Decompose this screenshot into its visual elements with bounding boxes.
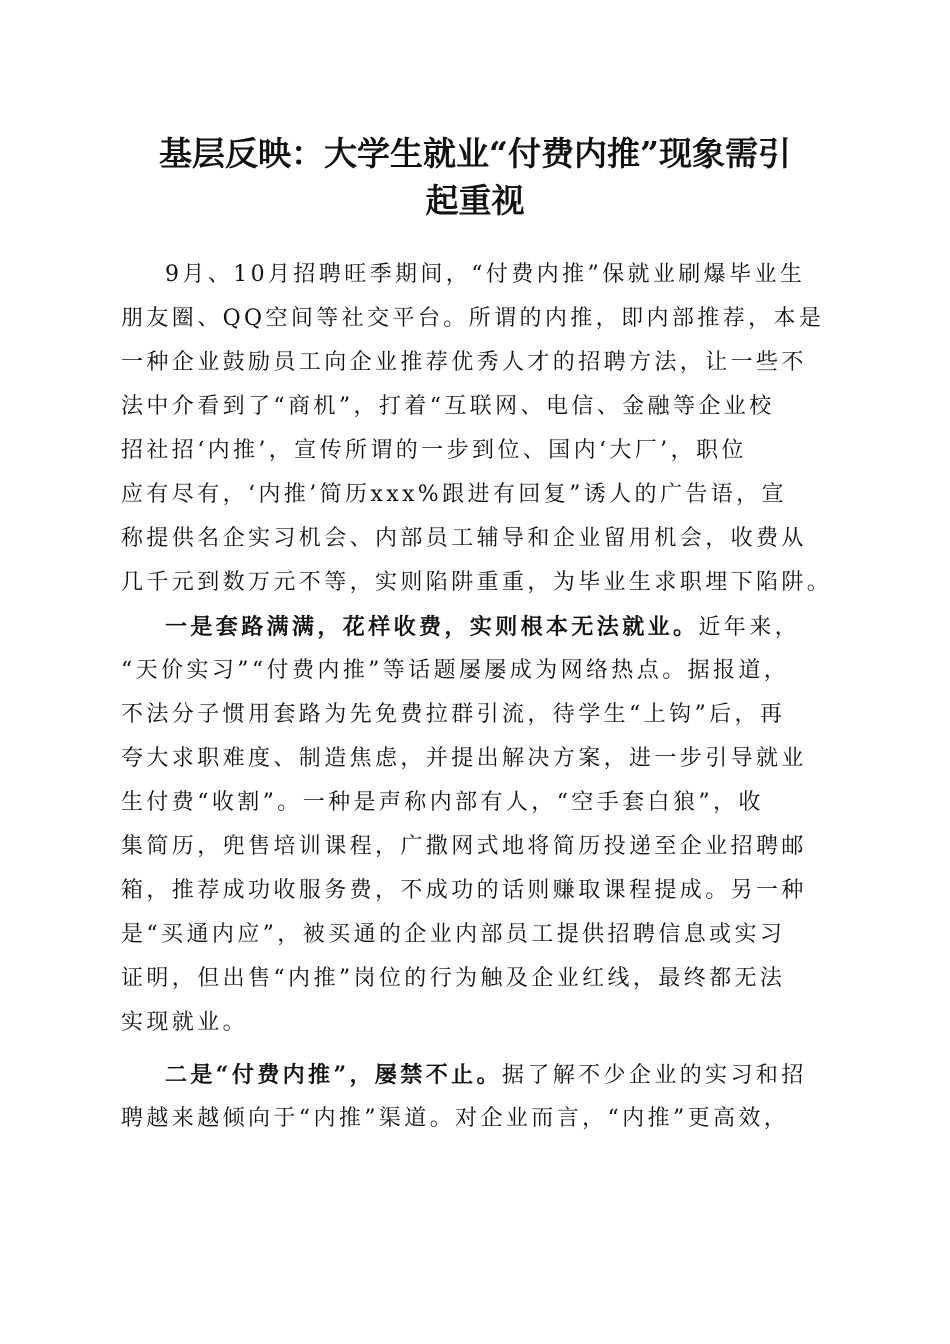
document-title — [110, 130, 840, 224]
paragraph-2 — [121, 605, 841, 1045]
paragraph-gap — [121, 1045, 841, 1053]
text-run: 据了解不少企业的实习和招 — [501, 1063, 807, 1088]
text-line: 箱，推荐成功收服务费，不成功的话则赚取课程提成。另一种 — [121, 878, 807, 903]
text-line: “天价实习”“付费内推”等话题屡屡成为网络热点。据报道， — [121, 658, 790, 683]
text-run: 近年来， — [698, 615, 801, 640]
paragraph-1 — [121, 253, 841, 605]
title-line: 基层反映：大学生就业“付费内推”现象需引 — [159, 134, 791, 173]
text-line: 招社招‘内推’，宣传所谓的一步到位、国内‘大厂’，职位 — [121, 438, 747, 463]
text-line: 几千元到数万元不等，实则陷阱重重，为毕业生求职埋下陷阱。 — [121, 570, 833, 595]
text-line: 法中介看到了“商机”，打着“互联网、电信、金融等企业校 — [121, 394, 775, 419]
text-line: 称提供名企实习机会、内部员工辅导和企业留用机会，收费从 — [121, 526, 807, 551]
text-line: 9月、10月招聘旺季期间，“付费内推”保就业刷爆毕业生 — [165, 262, 806, 287]
text-line: 不法分子惯用套路为先免费拉群引流，待学生“上钩”后，再 — [121, 702, 786, 727]
document-body — [121, 253, 841, 1141]
text-line: 生付费“收割”。一种是声称内部有人，“空手套白狼”，收 — [121, 790, 764, 815]
text-line: 证明，但出售“内推”岗位的行为触及企业红线，最终都无法 — [121, 966, 786, 991]
text-line — [121, 605, 841, 649]
paragraph-heading: 二是“付费内推”，屡禁不止。 — [165, 1062, 502, 1088]
title-line: 起重视 — [425, 181, 525, 220]
text-line: 一种企业鼓励员工向企业推荐优秀人才的招聘方法，让一些不 — [121, 350, 807, 375]
text-line: 应有尽有，‘内推’简历xxx%跟进有回复”诱人的广告语，宣 — [121, 482, 787, 507]
paragraph-3 — [121, 1053, 841, 1141]
text-line: 夸大求职难度、制造焦虑，并提出解决方案，进一步引导就业 — [121, 746, 807, 771]
text-line — [121, 1053, 841, 1097]
text-line: 是“买通内应”，被买通的企业内部员工提供招聘信息或实习 — [121, 922, 786, 947]
paragraph-heading: 一是套路满满，花样收费，实则根本无法就业。 — [165, 614, 699, 640]
text-line: 实现就业。 — [121, 1010, 249, 1035]
text-line: 朋友圈、QQ空间等社交平台。所谓的内推，即内部推荐，本是 — [121, 306, 825, 331]
text-line: 集简历，兜售培训课程，广撒网式地将简历投递至企业招聘邮 — [121, 834, 807, 859]
text-line: 聘越来越倾向于“内推”渠道。对企业而言，“内推”更高效， — [121, 1106, 790, 1131]
